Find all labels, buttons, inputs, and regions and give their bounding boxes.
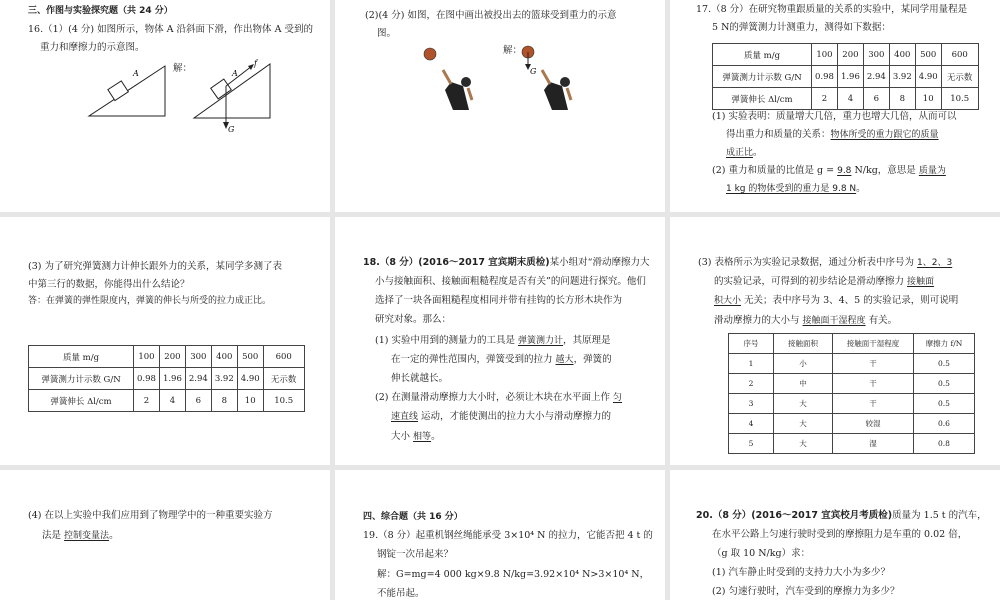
- text: 无关；表中序号为 3、4、5 的实验记录，则可说明: [744, 295, 959, 306]
- table-cell: 0.98: [812, 66, 838, 88]
- table-cell: 600: [941, 44, 978, 66]
- q18-part3-line3: [714, 291, 958, 311]
- answer-text: 匀: [613, 393, 623, 403]
- q17-part1-line3: [726, 143, 763, 163]
- solution-line2: 不能吊起。: [377, 588, 425, 599]
- panel-q18-4: [0, 470, 330, 600]
- table-row: [729, 374, 975, 394]
- q17-part2-line2: [726, 179, 866, 199]
- q18-part1-line1: [375, 331, 611, 351]
- table-cell: 100: [134, 346, 160, 368]
- q18-part4-line1: (4) 在以上实验中我们应用到了物理学中的一种重要实验方: [28, 510, 273, 521]
- basketball-player-answer-figure: [520, 44, 580, 114]
- incline-diagram-question: [85, 62, 175, 120]
- section-heading: 三、作图与实验探究题（共 24 分）: [28, 6, 173, 16]
- question-18-line1: [363, 253, 649, 272]
- answer-text: 质量为: [918, 166, 946, 176]
- q17-part2-line1: [712, 161, 946, 181]
- table-row: [713, 44, 979, 66]
- table-cell: 8: [211, 390, 237, 412]
- solution-label: 解：: [173, 63, 193, 74]
- q18-part3-line4: [714, 311, 897, 331]
- question-20-part2: (2) 匀速行驶时，汽车受到的摩擦力为多少？: [712, 586, 900, 597]
- question-line1: (3) 为了研究弹簧测力计伸长跟外力的关系，某同学多测了表: [28, 261, 282, 272]
- answer-text: 答：在弹簧的弹性限度内，弹簧的伸长与所受的拉力成正比。: [28, 296, 272, 306]
- text: (2) 重力和质量的比值是 g =: [712, 165, 835, 176]
- table-cell: 500: [237, 346, 263, 368]
- text: 运动，才能使测出的拉力大小与滑动摩擦力的: [421, 411, 612, 422]
- table-cell: 大: [774, 414, 833, 434]
- answer-text: 1、2、3: [917, 258, 953, 268]
- text: 某小组对“滑动摩擦力大: [549, 257, 650, 268]
- table-cell: 大: [774, 394, 833, 414]
- table-cell: 序号: [729, 334, 774, 354]
- gravity-label: G: [530, 67, 537, 76]
- q18-part3-line2: [714, 272, 934, 292]
- table-row: [29, 346, 305, 368]
- table-cell: 4: [837, 88, 863, 110]
- question-18-line3: 选择了一块各面粗糙程度相同并带有挂钩的长方形木块作为: [375, 295, 623, 306]
- answer-text: 接触面: [907, 277, 935, 287]
- table-cell: 干: [833, 374, 914, 394]
- table-cell: 3.92: [211, 368, 237, 390]
- source-tag: (2016～2017 宜宾校月考质检): [751, 510, 893, 521]
- q18-part3-line1: [698, 253, 952, 273]
- table-row: [729, 334, 975, 354]
- q18-part2-line1: [375, 388, 622, 408]
- table-cell: 3: [729, 394, 774, 414]
- table-cell: 0.5: [914, 354, 975, 374]
- panel-q18-3: [670, 217, 1000, 465]
- question-16-line2: 重力和摩擦力的示意图。: [40, 42, 145, 53]
- table-cell: 10: [915, 88, 941, 110]
- table-cell: 无示数: [941, 66, 978, 88]
- table-cell: 2.94: [863, 66, 889, 88]
- table-cell: 400: [889, 44, 915, 66]
- answer-text: 速直线: [391, 412, 419, 422]
- table-cell: 0.5: [914, 374, 975, 394]
- table-row: [713, 66, 979, 88]
- table-cell: 4: [729, 414, 774, 434]
- table-cell: 6: [863, 88, 889, 110]
- friction-data-table: [728, 333, 975, 454]
- table-cell: 10.5: [941, 88, 978, 110]
- question-line2: 图。: [377, 28, 397, 39]
- table-row: [729, 354, 975, 374]
- table-cell: 弹簧伸长 Δl/cm: [713, 88, 812, 110]
- table-cell: 1: [729, 354, 774, 374]
- question-20-line2: 在水平公路上匀速行驶时受到的摩擦阻力是车重的 0.02 倍，: [712, 529, 968, 540]
- panel-q18: [335, 217, 665, 465]
- question-20-line3: （g 取 10 N/kg）求：: [712, 548, 811, 559]
- table-cell: 200: [159, 346, 185, 368]
- q17-part1-line1: (1) 实验表明：质量增大几倍，重力也增大几倍，从而可以: [712, 111, 957, 122]
- table-cell: 较湿: [833, 414, 914, 434]
- answer-text: 积大小: [714, 296, 742, 306]
- table-cell: 6: [185, 390, 211, 412]
- answer-text: 成正比: [726, 148, 754, 158]
- basketball-player-figure: [423, 44, 483, 114]
- table-cell: 2: [134, 390, 160, 412]
- table-cell: 600: [263, 346, 304, 368]
- text: ，其原理是: [563, 335, 611, 346]
- table-row: [29, 390, 305, 412]
- text: 得出重力和质量的关系：: [726, 129, 831, 140]
- table-cell: 100: [812, 44, 838, 66]
- source-tag: (2016～2017 宜宾期末质检): [418, 257, 550, 268]
- table-cell: 400: [211, 346, 237, 368]
- q18-part4-line2: [42, 526, 119, 546]
- text: 滑动摩擦力的大小与: [714, 315, 800, 326]
- table-cell: 1.96: [837, 66, 863, 88]
- question-16-line1: 16.（1）(4 分) 如图所示，物体 A 沿斜面下滑，作出物体 A 受到的: [28, 24, 313, 35]
- table-cell: 300: [863, 44, 889, 66]
- table-cell: 2: [812, 88, 838, 110]
- text: N/kg，意思是: [854, 165, 916, 176]
- q18-part2-line3: [391, 427, 441, 447]
- table-cell: 小: [774, 354, 833, 374]
- text: 法是: [42, 530, 62, 541]
- table-cell: 4: [159, 390, 185, 412]
- table-cell: 湿: [833, 434, 914, 454]
- text: 。: [856, 183, 866, 194]
- table-cell: 弹簧测力计示数 G/N: [713, 66, 812, 88]
- data-table: [28, 345, 305, 412]
- text: 的实验记录，可得到的初步结论是滑动摩擦力: [714, 276, 905, 287]
- table-cell: 5: [729, 434, 774, 454]
- table-cell: 干: [833, 354, 914, 374]
- panel-q17-3: [0, 217, 330, 465]
- table-cell: 0.98: [134, 368, 160, 390]
- question-line2: 中第三行的数据，你能得出什么结论？: [28, 279, 190, 290]
- table-cell: 无示数: [263, 368, 304, 390]
- question-19-line1: 19.（8 分）起重机钢丝绳能承受 3×10⁴ N 的拉力，它能否把 4 t 的: [363, 530, 653, 541]
- answer-text: 1 kg 的物体受到的重力是 9.8 N: [726, 184, 857, 194]
- friction-label: f: [254, 59, 257, 68]
- panel-q20: [670, 470, 1000, 600]
- table-cell: 300: [185, 346, 211, 368]
- text: 。: [431, 431, 441, 442]
- text: 有关。: [868, 315, 898, 326]
- question-20-line1: [696, 506, 987, 525]
- table-cell: 2.94: [185, 368, 211, 390]
- gravity-label: G: [228, 125, 235, 134]
- table-cell: 10.5: [263, 390, 304, 412]
- table-row: [729, 394, 975, 414]
- text: (2) 在测量滑动摩擦力大小时，必须让木块在水平面上作: [375, 392, 610, 403]
- text: (3) 表格所示为实验记录数据，通过分析表中序号为: [698, 257, 914, 268]
- table-cell: 4.90: [237, 368, 263, 390]
- q18-part1-line2: [391, 350, 612, 370]
- solution-line1: 解：G=mg=4 000 kg×9.8 N/kg=3.92×10⁴ N>3×10⁴ N，: [377, 569, 650, 580]
- answer-text: 接触面干湿程度: [802, 316, 866, 326]
- table-cell: 大: [774, 434, 833, 454]
- text: 在一定的弹性范围内，弹簧受到的拉力: [391, 354, 553, 365]
- question-18-line2: 小与接触面积、接触面粗糙程度是否有关”的问题进行探究。他们: [375, 276, 646, 287]
- table-row: [729, 414, 975, 434]
- question-20-part1: (1) 汽车静止时受到的支持力大小为多少？: [712, 567, 890, 578]
- text: (1) 实验中用到的测量力的工具是: [375, 335, 515, 346]
- answer-text: 弹簧测力计: [518, 336, 564, 346]
- table-cell: 8: [889, 88, 915, 110]
- panel-q19: [335, 470, 665, 600]
- table-cell: 10: [237, 390, 263, 412]
- table-cell: 接触面干湿程度: [833, 334, 914, 354]
- question-18-line4: 研究对象。那么：: [375, 314, 452, 325]
- question-number: 18.（8 分）: [363, 257, 419, 268]
- table-cell: 0.8: [914, 434, 975, 454]
- table-cell: 500: [915, 44, 941, 66]
- incline-diagram-answer: [190, 56, 280, 136]
- q17-part1-line2: [726, 125, 939, 145]
- question-17-line1: 17.（8 分）在研究物重跟质量的关系的实验中，某同学用量程是: [696, 4, 968, 15]
- table-cell: 摩擦力 f/N: [914, 334, 975, 354]
- table-cell: 0.5: [914, 394, 975, 414]
- question-line1: (2)(4 分) 如图，在图中画出被投出去的篮球受到重力的示意: [365, 10, 617, 21]
- table-cell: 接触面积: [774, 334, 833, 354]
- question-17-line2: 5 N的弹簧测力计测重力，测得如下数据：: [712, 22, 891, 33]
- table-cell: 200: [837, 44, 863, 66]
- table-cell: 2: [729, 374, 774, 394]
- table-row: [29, 368, 305, 390]
- solution-label: 解：: [503, 45, 523, 56]
- table-cell: 弹簧测力计示数 G/N: [29, 368, 134, 390]
- answer-text: 相等: [413, 432, 432, 442]
- answer-text: 物体所受的重力跟它的质量: [830, 130, 939, 140]
- question-19-line2: 钢锭一次吊起来？: [377, 549, 454, 560]
- panel-q16-2: [335, 0, 665, 212]
- table-cell: 质量 m/g: [713, 44, 812, 66]
- answer-text: 控制变量法: [64, 531, 110, 541]
- panel-q17: [670, 0, 1000, 212]
- table-row: [729, 434, 975, 454]
- table-cell: 质量 m/g: [29, 346, 134, 368]
- text: ，弹簧的: [573, 354, 612, 365]
- table-cell: 干: [833, 394, 914, 414]
- block-label: A: [232, 69, 238, 78]
- q18-part1-line3: 伸长就越长。: [391, 373, 449, 384]
- text: 。: [753, 147, 763, 158]
- text: 大小: [391, 431, 411, 442]
- text: 质量为 1.5 t 的汽车，: [892, 510, 987, 521]
- text: 。: [109, 530, 119, 541]
- table-cell: 0.6: [914, 414, 975, 434]
- table-cell: 弹簧伸长 Δl/cm: [29, 390, 134, 412]
- q18-part2-line2: [391, 407, 611, 427]
- table-cell: 3.92: [889, 66, 915, 88]
- section-heading: 四、综合题（共 16 分）: [363, 512, 463, 522]
- answer-text: 9.8: [837, 166, 852, 176]
- data-table: [712, 43, 979, 110]
- answer-text: 越大: [555, 355, 574, 365]
- table-cell: 1.96: [159, 368, 185, 390]
- block-label: A: [133, 69, 139, 78]
- table-cell: 4.90: [915, 66, 941, 88]
- table-cell: 中: [774, 374, 833, 394]
- question-number: 20.（8 分）: [696, 510, 752, 521]
- panel-q16-1: [0, 0, 330, 212]
